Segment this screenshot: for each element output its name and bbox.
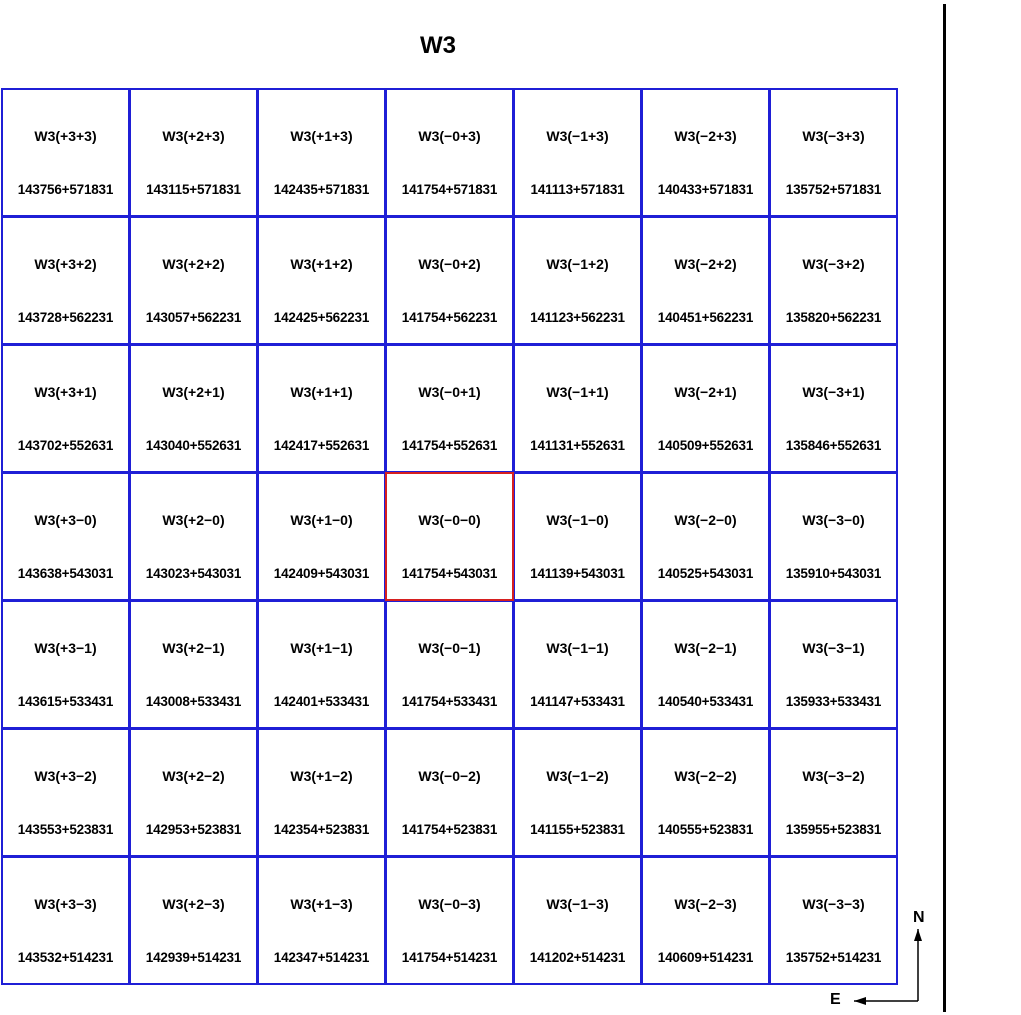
grid-cell xyxy=(129,216,258,345)
cell-coordinate: 141131+552631 xyxy=(530,438,625,453)
cell-name: W3(−3+3) xyxy=(802,128,865,144)
cell-name: W3(−2−3) xyxy=(674,896,737,912)
cell-coordinate: 140509+552631 xyxy=(657,438,754,453)
cell-coordinate: 142425+562231 xyxy=(273,310,370,325)
cell-name: W3(+3−3) xyxy=(34,896,97,912)
cell-name: W3(−3−3) xyxy=(802,896,865,912)
cell-coordinate: 143023+543031 xyxy=(145,566,242,581)
cell-name: W3(−0−2) xyxy=(418,768,481,784)
grid-cell xyxy=(769,472,898,601)
cell-coordinate: 141139+543031 xyxy=(530,566,625,581)
grid-cell xyxy=(257,856,386,985)
grid-cell xyxy=(385,472,514,601)
cell-name: W3(−0−0) xyxy=(418,512,481,528)
grid-cell xyxy=(257,88,386,217)
cell-coordinate: 143115+571831 xyxy=(146,182,241,197)
cell-coordinate: 142409+543031 xyxy=(273,566,370,581)
cell-coordinate: 135910+543031 xyxy=(785,566,882,581)
cell-name: W3(−3−0) xyxy=(802,512,865,528)
grid-cell xyxy=(385,216,514,345)
cell-coordinate: 141123+562231 xyxy=(530,310,625,325)
grid-cell xyxy=(513,472,642,601)
grid-cell xyxy=(513,216,642,345)
cell-coordinate: 141754+523831 xyxy=(401,822,498,837)
cell-coordinate: 140525+543031 xyxy=(657,566,754,581)
cell-coordinate: 143702+552631 xyxy=(17,438,114,453)
cell-name: W3(−1+1) xyxy=(546,384,609,400)
grid-cell xyxy=(513,728,642,857)
cell-coordinate: 140433+571831 xyxy=(657,182,754,197)
cell-coordinate: 143532+514231 xyxy=(17,950,114,965)
cell-name: W3(+3−1) xyxy=(34,640,97,656)
grid-cell xyxy=(257,344,386,473)
cell-name: W3(−3+2) xyxy=(802,256,865,272)
cell-name: W3(−1−0) xyxy=(546,512,609,528)
cell-name: W3(−0−1) xyxy=(418,640,481,656)
cell-name: W3(−3−1) xyxy=(802,640,865,656)
cell-coordinate: 143008+533431 xyxy=(145,694,242,709)
grid-cell xyxy=(257,600,386,729)
cell-coordinate: 135752+571831 xyxy=(785,182,882,197)
grid-cell xyxy=(513,344,642,473)
cell-coordinate: 135820+562231 xyxy=(785,310,882,325)
cell-name: W3(−2−2) xyxy=(674,768,737,784)
cell-coordinate: 143057+562231 xyxy=(145,310,242,325)
cell-name: W3(+2+1) xyxy=(162,384,225,400)
cell-coordinate: 135846+552631 xyxy=(785,438,882,453)
page-title: W3 xyxy=(420,32,456,59)
grid-cell xyxy=(641,88,770,217)
grid-cell xyxy=(129,728,258,857)
cell-coordinate: 141113+571831 xyxy=(530,182,625,197)
cell-name: W3(+3+2) xyxy=(34,256,97,272)
cell-coordinate: 143728+562231 xyxy=(17,310,114,325)
grid-cell xyxy=(385,600,514,729)
grid-cell xyxy=(257,472,386,601)
cell-name: W3(+1+2) xyxy=(290,256,353,272)
cell-coordinate: 142401+533431 xyxy=(273,694,370,709)
compass xyxy=(820,905,930,1010)
cell-coordinate: 141754+571831 xyxy=(401,182,498,197)
cell-name: W3(+1+1) xyxy=(290,384,353,400)
cell-coordinate: 141147+533431 xyxy=(530,694,625,709)
grid-cell xyxy=(385,728,514,857)
cell-name: W3(−1−3) xyxy=(546,896,609,912)
grid-cell xyxy=(513,88,642,217)
cell-coordinate: 142435+571831 xyxy=(273,182,370,197)
north-label: N xyxy=(913,909,925,926)
cell-name: W3(−1+2) xyxy=(546,256,609,272)
grid-cell xyxy=(1,472,130,601)
grid-cell xyxy=(257,728,386,857)
divider-line xyxy=(943,4,946,1012)
grid-cell xyxy=(129,600,258,729)
grid-cell xyxy=(129,88,258,217)
cell-coordinate: 141754+543031 xyxy=(401,566,498,581)
cell-name: W3(−0+3) xyxy=(418,128,481,144)
grid-cell xyxy=(1,728,130,857)
cell-coordinate: 135933+533431 xyxy=(785,694,882,709)
grid-cell xyxy=(129,472,258,601)
grid-cell xyxy=(129,344,258,473)
cell-name: W3(+1−1) xyxy=(290,640,353,656)
cell-name: W3(−3−2) xyxy=(802,768,865,784)
cell-name: W3(−2−1) xyxy=(674,640,737,656)
cell-name: W3(−2+3) xyxy=(674,128,737,144)
grid-cell xyxy=(513,856,642,985)
cell-coordinate: 140609+514231 xyxy=(657,950,754,965)
cell-name: W3(+1−2) xyxy=(290,768,353,784)
cell-name: W3(−0−3) xyxy=(418,896,481,912)
grid-cell xyxy=(641,344,770,473)
cell-coordinate: 141155+523831 xyxy=(530,822,625,837)
cell-name: W3(+3−0) xyxy=(34,512,97,528)
grid-cell xyxy=(769,600,898,729)
grid-cell xyxy=(641,728,770,857)
cell-coordinate: 142953+523831 xyxy=(145,822,242,837)
grid-cell xyxy=(129,856,258,985)
cell-name: W3(+3+3) xyxy=(34,128,97,144)
cell-name: W3(−0+2) xyxy=(418,256,481,272)
cell-name: W3(−2+1) xyxy=(674,384,737,400)
cell-name: W3(+3+1) xyxy=(34,384,97,400)
grid-cell xyxy=(769,728,898,857)
cell-coordinate: 142939+514231 xyxy=(145,950,242,965)
cell-name: W3(−0+1) xyxy=(418,384,481,400)
cell-name: W3(+2−3) xyxy=(162,896,225,912)
cell-coordinate: 142347+514231 xyxy=(273,950,370,965)
grid-cell xyxy=(513,600,642,729)
grid-cell xyxy=(385,88,514,217)
grid-cell xyxy=(769,344,898,473)
cell-coordinate: 141754+552631 xyxy=(401,438,498,453)
cell-coordinate: 143756+571831 xyxy=(17,182,114,197)
cell-name: W3(+2+3) xyxy=(162,128,225,144)
grid-cell xyxy=(1,600,130,729)
grid-cell xyxy=(769,88,898,217)
cell-coordinate: 140451+562231 xyxy=(657,310,754,325)
cell-coordinate: 143040+552631 xyxy=(145,438,242,453)
cell-coordinate: 141754+533431 xyxy=(401,694,498,709)
cell-name: W3(+1−3) xyxy=(290,896,353,912)
grid-cell xyxy=(385,856,514,985)
cell-coordinate: 141754+562231 xyxy=(401,310,498,325)
cell-coordinate: 143615+533431 xyxy=(17,694,114,709)
east-label: E xyxy=(830,991,841,1008)
grid-cell xyxy=(1,344,130,473)
cell-name: W3(+2−1) xyxy=(162,640,225,656)
cell-name: W3(−1+3) xyxy=(546,128,609,144)
grid-cell xyxy=(1,856,130,985)
grid-cell xyxy=(1,216,130,345)
cell-name: W3(−3+1) xyxy=(802,384,865,400)
cell-name: W3(+3−2) xyxy=(34,768,97,784)
grid-cell xyxy=(641,472,770,601)
cell-coordinate: 141202+514231 xyxy=(529,950,626,965)
grid-cell xyxy=(641,856,770,985)
cell-name: W3(+2−2) xyxy=(162,768,225,784)
grid-cell xyxy=(641,216,770,345)
grid-cell xyxy=(1,88,130,217)
cell-coordinate: 143638+543031 xyxy=(17,566,114,581)
grid-cell xyxy=(257,216,386,345)
cell-coordinate: 135752+514231 xyxy=(785,950,882,965)
grid-cell xyxy=(769,216,898,345)
cell-coordinate: 142354+523831 xyxy=(273,822,370,837)
cell-name: W3(+2+2) xyxy=(162,256,225,272)
cell-coordinate: 135955+523831 xyxy=(785,822,882,837)
cell-coordinate: 140555+523831 xyxy=(657,822,754,837)
cell-coordinate: 143553+523831 xyxy=(17,822,114,837)
cell-name: W3(−2−0) xyxy=(674,512,737,528)
grid-cell xyxy=(385,344,514,473)
cell-name: W3(+1−0) xyxy=(290,512,353,528)
grid-cell xyxy=(641,600,770,729)
tile-grid xyxy=(2,89,898,985)
cell-coordinate: 140540+533431 xyxy=(657,694,754,709)
cell-name: W3(−1−1) xyxy=(546,640,609,656)
cell-coordinate: 142417+552631 xyxy=(273,438,370,453)
cell-name: W3(−1−2) xyxy=(546,768,609,784)
cell-name: W3(+1+3) xyxy=(290,128,353,144)
cell-name: W3(+2−0) xyxy=(162,512,225,528)
cell-name: W3(−2+2) xyxy=(674,256,737,272)
cell-coordinate: 141754+514231 xyxy=(401,950,498,965)
